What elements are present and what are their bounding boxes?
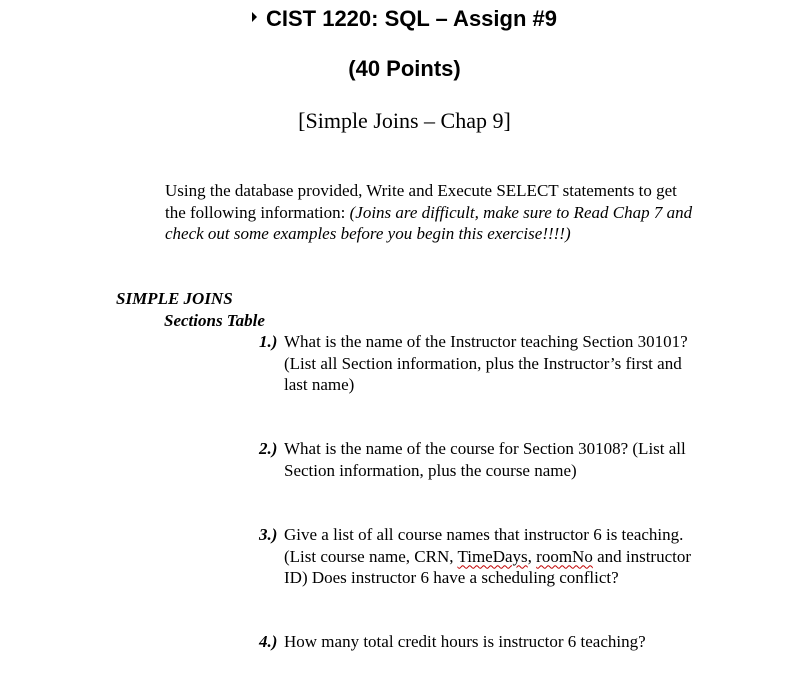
spellcheck-flagged-word[interactable]: TimeDays bbox=[457, 546, 528, 566]
question-text: What is the name of the course for Section 30108? (List all Section information, plus the course name) bbox=[284, 439, 686, 480]
question-text: How many total credit hours is instructor 6 teaching? bbox=[284, 632, 646, 651]
question-number: 1.) bbox=[259, 332, 278, 351]
question-4 bbox=[259, 631, 699, 653]
question-number: 3.) bbox=[259, 525, 278, 544]
collapse-triangle-icon[interactable] bbox=[252, 12, 257, 22]
question-text bbox=[284, 524, 699, 589]
subtitle: [Simple Joins – Chap 9] bbox=[298, 108, 511, 133]
question-number: 2.) bbox=[259, 439, 278, 458]
question-text-part: Give a list of all course names that instructor 6 is teaching. (List course name, CRN, bbox=[284, 525, 684, 566]
title-text: CIST 1220: SQL – Assign #9 bbox=[265, 6, 557, 31]
question-2 bbox=[259, 438, 699, 481]
section-heading: SIMPLE JOINS bbox=[116, 289, 233, 308]
question-number: 4.) bbox=[259, 632, 278, 651]
intro-note: (Joins are difficult, make sure to Read Chap 7 and check out some examples before you begin this exercise!!!!) bbox=[165, 202, 693, 244]
document-title bbox=[0, 4, 809, 34]
question-text-part: and instructor ID) Does instructor 6 have a scheduling conflict? bbox=[284, 546, 692, 588]
table-subheading: Sections Table bbox=[164, 311, 265, 330]
question-text: What is the name of the Instructor teaching Section 30101? (List all Section information, plus the Instructor’s first and last name) bbox=[284, 332, 688, 395]
spellcheck-flagged-word[interactable]: roomNo bbox=[536, 546, 593, 566]
question-1 bbox=[259, 331, 699, 396]
intro-paragraph bbox=[165, 180, 695, 245]
question-3 bbox=[259, 524, 699, 589]
points-line: (40 Points) bbox=[348, 56, 461, 81]
question-text-part: , bbox=[527, 546, 537, 566]
intro-text: Using the database provided, Write and Execute SELECT statements to get the following information: bbox=[165, 181, 677, 222]
